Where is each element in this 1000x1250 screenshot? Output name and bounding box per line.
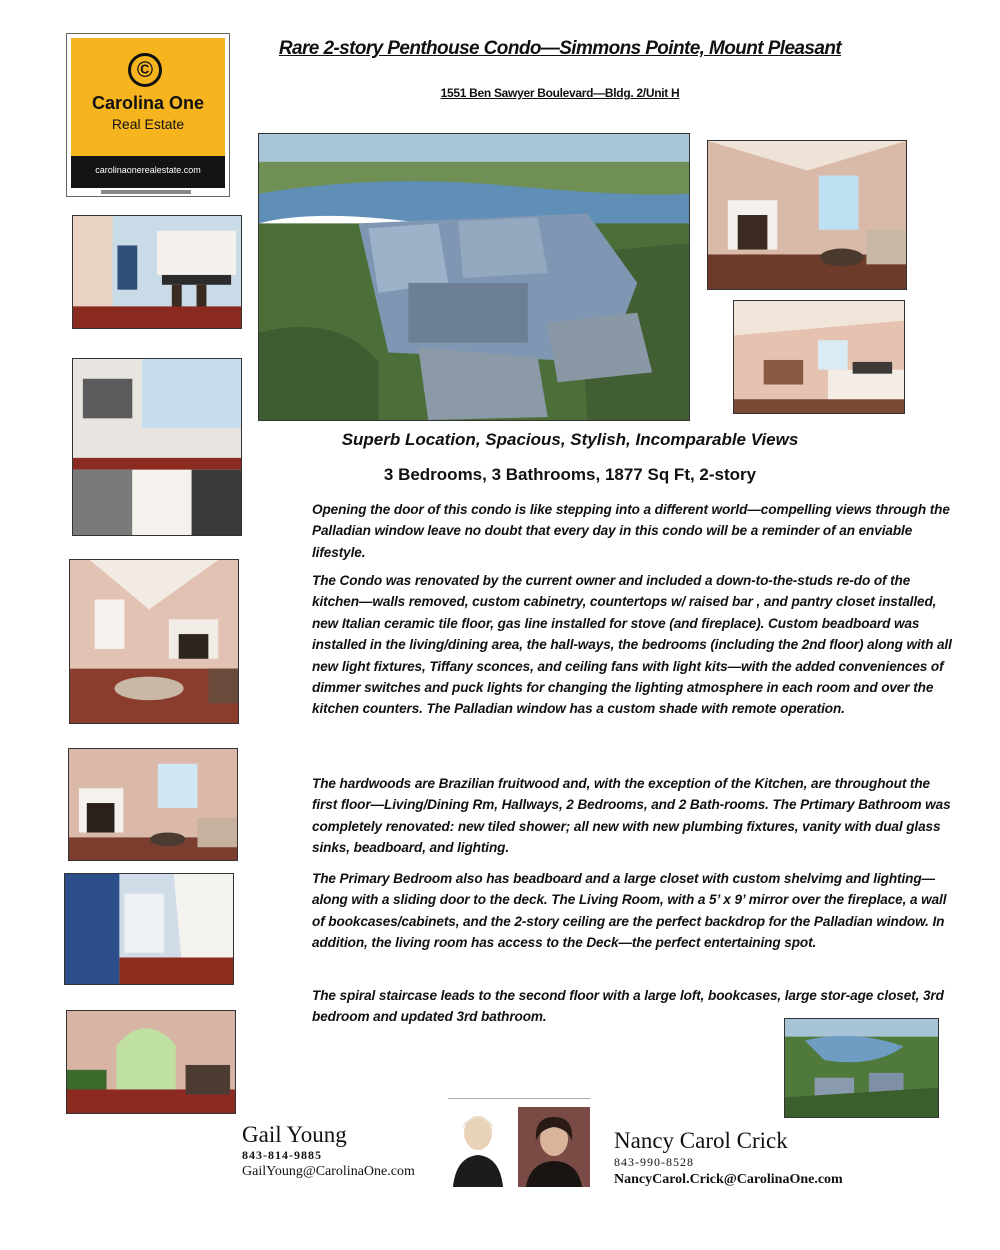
tagline: Superb Location, Spacious, Stylish, Incomparable Views xyxy=(341,430,799,449)
property-address: 1551 Ben Sawyer Boulevard—Bldg. 2/Unit H xyxy=(440,86,680,100)
palladian-window-photo xyxy=(66,1010,236,1114)
logo-company-name: Carolina One xyxy=(91,93,205,113)
logo-yellow-panel xyxy=(71,38,225,156)
bedroom-photo xyxy=(733,300,905,414)
living-room-photo xyxy=(707,140,907,290)
living-room-wide-photo xyxy=(69,559,239,724)
entry-door-photo xyxy=(64,873,234,985)
logo-url-bar xyxy=(71,156,225,188)
agent-phone: 843-990-8528 xyxy=(614,1155,694,1169)
agent-phone: 843-814-9885 xyxy=(242,1148,322,1162)
divider xyxy=(448,1098,590,1099)
aerial-marsh-photo xyxy=(784,1018,939,1118)
agent-headshot xyxy=(448,1107,508,1187)
kitchen-bar-photo xyxy=(72,215,242,329)
property-specs: 3 Bedrooms, 3 Bathrooms, 1877 Sq Ft, 2-story xyxy=(383,465,757,484)
agent-headshot xyxy=(518,1107,590,1187)
agent-email: NancyCarol.Crick@CarolinaOne.com xyxy=(614,1172,843,1187)
copyright-icon: © xyxy=(128,53,162,87)
aerial-main-photo xyxy=(258,133,690,421)
living-room-fireplace-photo xyxy=(68,748,238,861)
agent-name: Gail Young xyxy=(242,1122,347,1147)
description-paragraph: Opening the door of this condo is like stepping into a different world—compelling views through the Palladian window leave no doubt that every day in this condo will be a reminder of an enviable lifestyle. xyxy=(312,502,950,560)
logo-fine-print xyxy=(101,190,191,194)
kitchen-photo xyxy=(72,358,242,536)
description-paragraph: The Condo was renovated by the current owner and included a down-to-the-studs re-do of the kitchen—walls removed, custom cabinetry, countertops w/ raised bar , and pantry closet installed, new Italian ceramic tile floor, gas line installed for stove (and fireplace). Custom beadboard was installed in the living/dining area, the hall-ways, the bedrooms (including the 2nd floor) along with all new light fixtures, Tiffany sconces, and ceiling fans with light kits—with the added conveniences of dimmer switches and puck lights for changing the lighting atmosphere in each room and over the kitchen counters. The Palladian window has a custom shade with remote operation. xyxy=(312,573,952,717)
logo-subtitle: Real Estate xyxy=(111,116,185,132)
page-title: Rare 2-story Penthouse Condo—Simmons Pointe, Mount Pleasant xyxy=(278,38,842,59)
company-logo xyxy=(66,33,230,197)
description-paragraph: The spiral staircase leads to the second floor with a large loft, bookcases, large stor-age closet, 3rd bedroom and updated 3rd bathroom. xyxy=(312,988,944,1025)
logo-url: carolinaonerealestate.com xyxy=(95,165,201,175)
agent-email: GailYoung@CarolinaOne.com xyxy=(242,1164,415,1179)
description-paragraph: The Primary Bedroom also has beadboard and a large closet with custom shelvimg and lighting—along with a sliding door to the deck. The Living Room, with a 5’ x 9’ mirror over the fireplace, a wall of bookcases/cabinets, and the 2-story ceiling are the perfect backdrop for the Palladian window. In addition, the living room has access to the Deck—the perfect entertaining spot. xyxy=(312,871,947,951)
agent-name: Nancy Carol Crick xyxy=(614,1128,788,1153)
description-paragraph: The hardwoods are Brazilian fruitwood and, with the exception of the Kitchen, are throughout the first floor—Living/Dining Rm, Hallways, 2 Bedrooms, and 2 Bath-rooms. The Prtimary Bathroom was completely renovated: new tiled shower; all new with new plumbing fixtures, vanity with dual glass sinks, beadboard, and lighting. xyxy=(312,776,951,856)
